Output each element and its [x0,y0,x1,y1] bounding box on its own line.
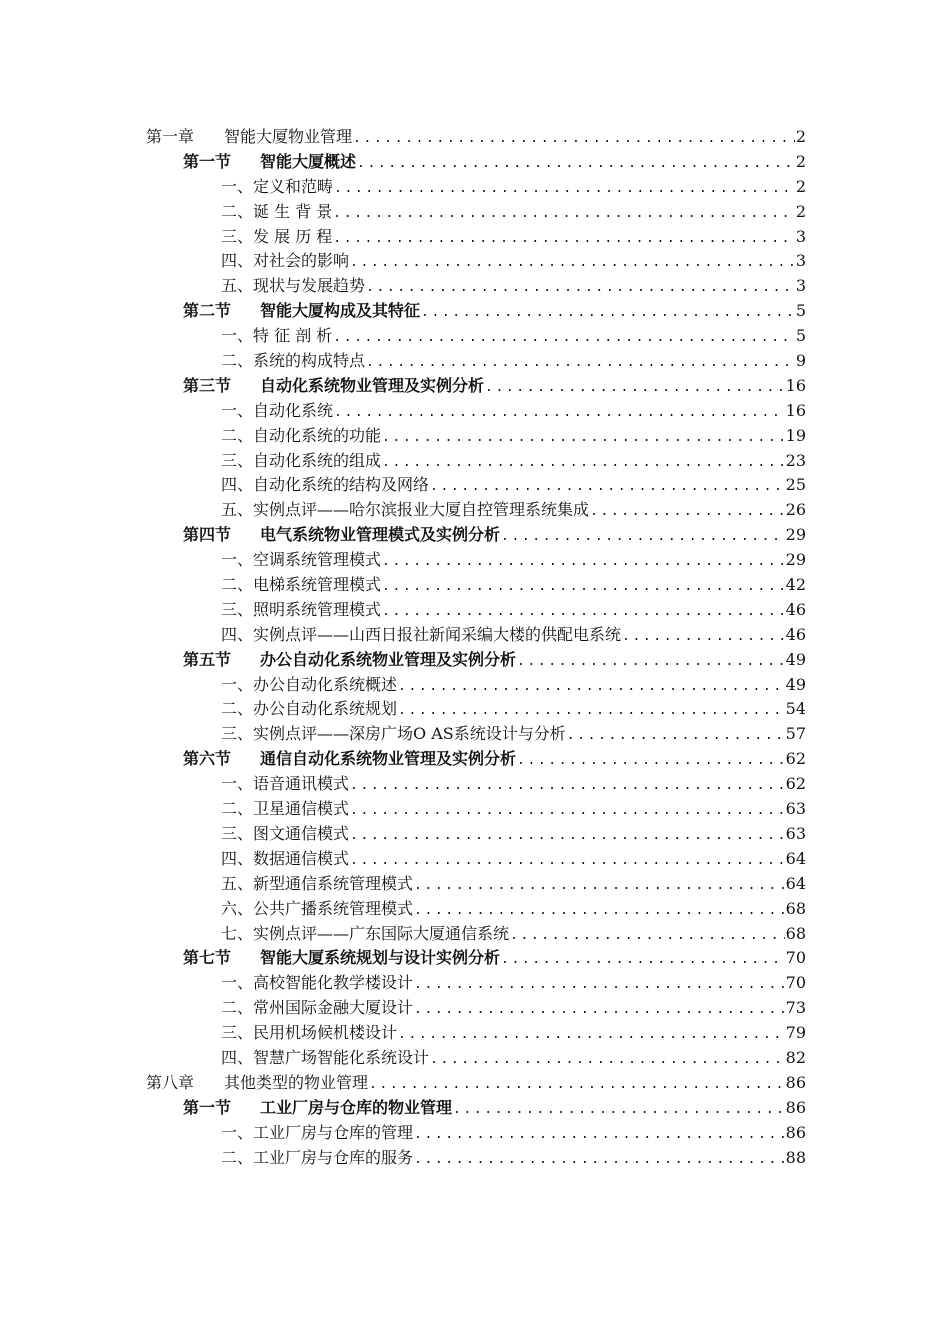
toc-page-number: 16 [785,400,806,420]
toc-entry-title: 公共广播系统管理模式 [253,898,414,918]
dot-leader [567,724,785,749]
toc-entry-number: 第七节 [183,948,232,968]
toc-subsection[interactable] [146,573,806,598]
toc-entry-title: 自动化系统 [253,400,334,420]
dot-leader [382,575,785,600]
toc-subsection[interactable] [146,175,806,200]
toc-page-number: 9 [795,351,806,371]
toc-page-number: 64 [785,873,806,893]
toc-entry-title: 工业厂房与仓库的管理 [253,1122,414,1142]
toc-page-number: 2 [795,176,806,196]
toc-entry-title: 办公自动化系统规划 [253,699,398,719]
dot-leader [333,326,795,351]
toc-chapter[interactable] [146,1071,806,1096]
toc-entry-title: 高校智能化教学楼设计 [253,973,414,993]
toc-entry-number: 第五节 [183,649,232,669]
toc-entry-title: 图文通信模式 [253,823,350,843]
toc-page-number: 62 [785,749,806,769]
toc-entry-number: 三、 [221,226,254,246]
toc-page-number: 3 [795,276,806,296]
toc-entry-number: 三、 [221,823,254,843]
toc-subsection[interactable] [146,274,806,299]
toc-page-number: 86 [785,1122,806,1142]
dot-leader [414,973,785,998]
dot-leader [398,699,785,724]
toc-entry-number: 五、 [221,276,254,296]
dot-leader [414,899,785,924]
toc-subsection[interactable] [146,249,806,274]
toc-entry-number: 四、 [221,475,254,495]
toc-subsection[interactable] [146,548,806,573]
toc-entry-title: 工业厂房与仓库的服务 [253,1147,414,1167]
toc-entry-title: 现状与发展趋势 [253,276,366,296]
toc-subsection[interactable] [146,449,806,474]
toc-entry-title: 空调系统管理模式 [253,550,382,570]
toc-entry-title: 民用机场候机楼设计 [253,1023,398,1043]
toc-entry-number: 三、 [221,599,254,619]
toc-entry-title: 其他类型的物业管理 [224,1072,369,1092]
toc-page-number: 42 [785,575,806,595]
toc-page-number: 3 [795,226,806,246]
dot-leader [510,924,785,949]
toc-entry-title: 照明系统管理模式 [253,599,382,619]
dot-leader [382,451,785,476]
dot-leader [366,276,795,301]
toc-page-number: 62 [785,774,806,794]
dot-leader [501,525,785,550]
toc-entry-number: 第一章 [146,127,195,146]
dot-leader [353,127,795,152]
toc-page-number: 3 [795,251,806,271]
toc-entry-number: 一、 [221,973,254,993]
toc-page-number: 26 [785,500,806,520]
toc-entry-title: 实例点评——广东国际大厦通信系统 [253,923,510,943]
toc-entry-number: 第三节 [183,375,232,395]
toc-entry-number: 五、 [221,500,254,520]
toc-page-number: 5 [795,326,806,346]
dot-leader [453,1098,785,1123]
dot-leader [333,227,795,252]
toc-entry-number: 第一节 [183,1097,232,1117]
toc-subsection[interactable] [146,772,806,797]
toc-page-number: 82 [785,1047,806,1067]
dot-leader [350,774,785,799]
toc-entry-title: 智能大厦系统规划与设计实例分析 [260,948,501,968]
toc-section[interactable] [146,946,806,971]
toc-entry-title: 自动化系统的功能 [253,425,382,445]
toc-page-number: 2 [795,151,806,171]
toc-entry-number: 一、 [221,1122,254,1142]
toc-page-number: 46 [785,624,806,644]
toc-subsection[interactable] [146,324,806,349]
dot-leader [350,799,785,824]
toc-subsection[interactable] [146,1146,806,1171]
toc-entry-title: 卫星通信模式 [253,799,350,819]
toc-subsection[interactable] [146,349,806,374]
toc-entry-number: 四、 [221,1047,254,1067]
toc-entry-title: 对社会的影响 [253,251,350,271]
toc-entry-title: 办公自动化系统物业管理及实例分析 [260,649,517,669]
toc-entry-title: 新型通信系统管理模式 [253,873,414,893]
toc-page-number: 54 [785,699,806,719]
toc-subsection[interactable] [146,872,806,897]
toc-entry-title: 常州国际金融大厦设计 [253,998,414,1018]
toc-page-number: 68 [785,923,806,943]
toc-entry-title: 发 展 历 程 [253,226,333,246]
toc-subsection[interactable] [146,847,806,872]
toc-entry-number: 二、 [221,425,254,445]
toc-entry-number: 第一节 [183,151,232,171]
toc-entry-title: 数据通信模式 [253,848,350,868]
toc-page-number: 79 [785,1023,806,1043]
toc-page-number: 5 [795,301,806,321]
dot-leader [501,948,785,973]
toc-page-number: 2 [795,127,806,146]
toc-entry-number: 二、 [221,201,254,221]
toc-subsection[interactable] [146,922,806,947]
toc-entry-number: 二、 [221,1147,254,1167]
toc-subsection[interactable] [146,473,806,498]
toc-page-number: 29 [785,550,806,570]
dot-leader [382,426,785,451]
dot-leader [333,202,795,227]
toc-page-number: 73 [785,998,806,1018]
toc-page-number: 19 [785,425,806,445]
toc-subsection[interactable] [146,822,806,847]
toc-page-number: 49 [785,649,806,669]
toc-subsection[interactable] [146,1021,806,1046]
toc-subsection[interactable] [146,996,806,1021]
toc-subsection[interactable] [146,623,806,648]
toc-page-number: 68 [785,898,806,918]
toc-subsection[interactable] [146,225,806,250]
toc-subsection[interactable] [146,399,806,424]
toc-page-number: 86 [785,1097,806,1117]
toc-entry-number: 五、 [221,873,254,893]
toc-section[interactable] [146,299,806,324]
toc-entry-number: 三、 [221,1023,254,1043]
toc-subsection[interactable] [146,971,806,996]
toc-entry-title: 电气系统物业管理模式及实例分析 [260,525,501,545]
toc-entry-number: 二、 [221,799,254,819]
toc-entry-number: 一、 [221,674,254,694]
toc-entry-number: 四、 [221,251,254,271]
toc-entry-title: 智慧广场智能化系统设计 [253,1047,430,1067]
toc-entry-title: 工业厂房与仓库的物业管理 [260,1097,453,1117]
toc-entry-number: 二、 [221,699,254,719]
toc-entry-title: 办公自动化系统概述 [253,674,398,694]
dot-leader [414,998,785,1023]
toc-entry-title: 智能大厦概述 [260,151,357,171]
toc-entry-number: 一、 [221,774,254,794]
toc-page-number: 49 [785,674,806,694]
toc-page-number: 46 [785,599,806,619]
dot-leader [398,1023,785,1048]
dot-leader [414,1123,785,1148]
toc-entry-title: 实例点评——哈尔滨报业大厦自控管理系统集成 [253,500,590,520]
toc-entry-number: 第八章 [146,1072,195,1092]
toc-entry-title: 语音通讯模式 [253,774,350,794]
toc-entry-number: 二、 [221,351,254,371]
toc-entry-number: 第六节 [183,749,232,769]
toc-subsection[interactable] [146,722,806,747]
toc-entry-number: 七、 [221,923,254,943]
toc-entry-title: 自动化系统的结构及网络 [253,475,430,495]
toc-page-number: 25 [785,475,806,495]
dot-leader [430,1048,785,1073]
toc-entry-number: 一、 [221,400,254,420]
toc-entry-title: 特 征 剖 析 [253,326,333,346]
toc-entry-title: 实例点评——深房广场O AS系统设计与分析 [253,724,566,744]
toc-page-number: 64 [785,848,806,868]
toc-entry-title: 实例点评——山西日报社新闻采编大楼的供配电系统 [253,624,622,644]
toc-section[interactable] [146,648,806,673]
toc-page-number: 29 [785,525,806,545]
dot-leader [430,475,785,500]
dot-leader [398,675,785,700]
toc-entry-number: 六、 [221,898,254,918]
dot-leader [382,600,785,625]
toc-page-number: 23 [785,450,806,470]
toc-entry-title: 自动化系统物业管理及实例分析 [260,375,485,395]
toc-page-number: 70 [785,948,806,968]
toc-entry-number: 三、 [221,724,254,744]
toc-subsection[interactable] [146,498,806,523]
dot-leader [414,874,785,899]
toc-page-number: 70 [785,973,806,993]
toc-page-number: 63 [785,799,806,819]
toc-section[interactable] [146,747,806,772]
toc-page-number: 57 [785,724,806,744]
toc-entry-number: 一、 [221,326,254,346]
toc-entry-number: 一、 [221,550,254,570]
toc-entry-number: 第四节 [183,525,232,545]
toc-entry-title: 诞 生 背 景 [253,201,333,221]
dot-leader [622,625,785,650]
dot-leader [517,749,785,774]
toc-entry-number: 四、 [221,624,254,644]
toc-entry-title: 智能大厦物业管理 [224,127,353,146]
toc-entry-number: 二、 [221,998,254,1018]
toc-subsection[interactable] [146,200,806,225]
dot-leader [357,152,795,177]
toc-entry-title: 系统的构成特点 [253,351,366,371]
toc-subsection[interactable] [146,424,806,449]
toc-page-number: 86 [785,1072,806,1092]
toc-entry-number: 第二节 [183,301,232,321]
toc-entry-title: 电梯系统管理模式 [253,575,382,595]
toc-page-number: 16 [785,375,806,395]
toc-entry-number: 二、 [221,575,254,595]
toc-entry-number: 三、 [221,450,254,470]
toc-entry-title: 通信自动化系统物业管理及实例分析 [260,749,517,769]
toc-subsection[interactable] [146,797,806,822]
toc-entry-title: 自动化系统的组成 [253,450,382,470]
toc-section[interactable] [146,523,806,548]
dot-leader [590,500,785,525]
dot-leader [350,251,795,276]
toc-section[interactable] [146,374,806,399]
toc-entry-title: 智能大厦构成及其特征 [260,301,421,321]
toc-subsection[interactable] [146,1121,806,1146]
toc-page-number: 63 [785,823,806,843]
toc-entry-number: 一、 [221,176,254,196]
toc-subsection[interactable] [146,1046,806,1071]
dot-leader [517,650,785,675]
toc-entry-number: 四、 [221,848,254,868]
table-of-contents [146,125,806,1170]
toc-entry-title: 定义和范畴 [253,176,334,196]
toc-subsection[interactable] [146,897,806,922]
dot-leader [369,1073,785,1098]
dot-leader [414,1148,785,1173]
toc-chapter[interactable] [146,125,806,150]
dot-leader [334,177,795,202]
dot-leader [350,849,785,874]
toc-page-number: 2 [795,201,806,221]
dot-leader [382,550,785,575]
toc-subsection[interactable] [146,697,806,722]
dot-leader [350,824,785,849]
toc-section[interactable] [146,150,806,175]
toc-subsection[interactable] [146,673,806,698]
dot-leader [366,351,795,376]
toc-subsection[interactable] [146,598,806,623]
dot-leader [334,401,785,426]
toc-page-number: 88 [785,1147,806,1167]
dot-leader [421,301,795,326]
dot-leader [485,376,785,401]
toc-section[interactable] [146,1096,806,1121]
